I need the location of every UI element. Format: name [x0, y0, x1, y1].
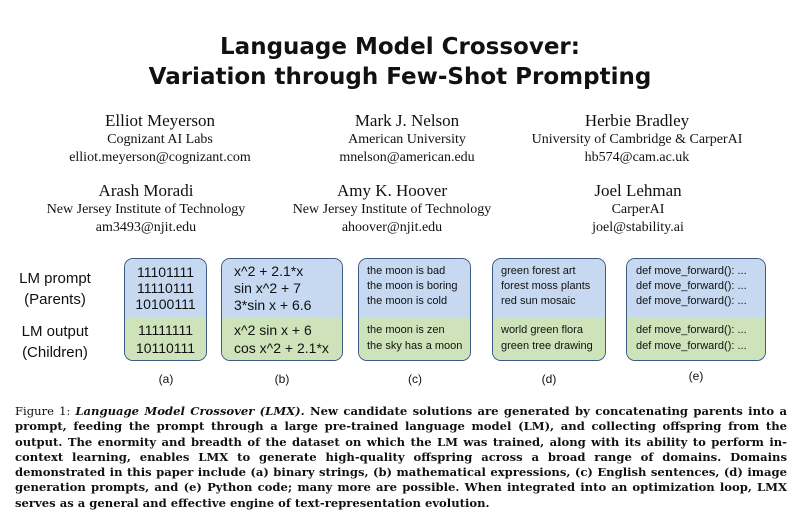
panel-math-expressions	[221, 258, 343, 361]
author-block	[277, 110, 537, 167]
author-affiliation: New Jersey Institute of Technology	[292, 202, 492, 217]
child-line: world green flora	[501, 324, 583, 336]
author-name: Elliot Meyerson	[104, 111, 215, 130]
row-label-output-line2: (Children)	[22, 344, 88, 361]
parent-line: forest moss plants	[501, 280, 591, 292]
author-email: ahoover@njit.edu	[341, 220, 443, 235]
row-label-prompt	[0, 268, 110, 310]
children-box	[627, 317, 765, 360]
author-block	[16, 180, 276, 237]
caption-body: New candidate solutions are generated by concatenating parents into a prompt, feeding the prompt through a large pre-trained language model (LM), and collecting offspring from the output. The enormity and breadth of the dataset on which the LM was trained, along with its ability to perform in-context learning, enables LMX to generate high-quality offspring across a broad range of domains. Domains demonstrated in this paper include (a) binary strings, (b) mathematical expressions, (c) English sentences, (d) image generation prompts, and (e) Python code; many more are possible. When integrated into an optimization loop, LMX serves as a general and effective engine of text-representation evolution.	[15, 404, 787, 510]
author-block	[508, 180, 768, 237]
parents-box	[627, 259, 765, 318]
author-name: Joel Lehman	[594, 181, 682, 200]
children-box	[125, 317, 206, 360]
author-name: Herbie Bradley	[584, 111, 690, 130]
row-label-output-line1: LM output	[21, 323, 89, 340]
parent-line: 3*sin x + 6.6	[234, 297, 312, 313]
children-box	[359, 317, 470, 360]
panel-label-d: (d)	[541, 372, 557, 386]
parents-box	[125, 259, 206, 318]
child-line: x^2 sin x + 6	[234, 322, 312, 338]
parent-line: green forest art	[501, 265, 576, 277]
parents-box	[493, 259, 605, 318]
author-affiliation: American University	[348, 132, 466, 147]
paper-title-line-2: Variation through Few-Shot Prompting	[148, 64, 652, 90]
panel-image-prompts	[492, 258, 606, 361]
parent-line: def move_forward(): ...	[636, 295, 747, 307]
author-affiliation: University of Cambridge & CarperAI	[531, 132, 743, 147]
panel-label-a: (a)	[158, 372, 174, 386]
parents-box	[222, 259, 342, 318]
author-email: elliot.meyerson@cognizant.com	[69, 150, 251, 165]
child-line: def move_forward(): ...	[636, 324, 747, 336]
parents-box	[359, 259, 470, 318]
panel-label-b: (b)	[274, 372, 290, 386]
caption-label: Figure 1:	[15, 404, 76, 418]
author-affiliation: New Jersey Institute of Technology	[46, 202, 246, 217]
panel-english-sentences	[358, 258, 471, 361]
author-block	[507, 110, 767, 167]
parent-line: def move_forward(): ...	[636, 265, 747, 277]
parent-line: red sun mosaic	[501, 295, 576, 307]
row-label-prompt-line1: LM prompt	[19, 270, 91, 287]
author-block	[30, 110, 290, 167]
caption-title: Language Model Crossover (LMX).	[75, 404, 305, 418]
panel-label-c: (c)	[408, 372, 422, 386]
parent-line: x^2 + 2.1*x	[234, 263, 304, 279]
child-line: 10110111	[135, 340, 196, 356]
author-name: Amy K. Hoover	[336, 181, 447, 200]
child-line: the sky has a moon	[367, 340, 463, 352]
child-line: green tree drawing	[501, 340, 593, 352]
child-line: def move_forward(): ...	[636, 340, 747, 352]
row-label-output	[0, 321, 110, 363]
author-name: Mark J. Nelson	[354, 111, 460, 130]
panel-label-e: (e)	[688, 369, 704, 383]
parent-line: sin x^2 + 7	[234, 280, 301, 296]
child-line: 11111111	[137, 322, 193, 338]
figure-caption	[15, 404, 787, 511]
child-line: the moon is zen	[367, 324, 445, 336]
author-block	[262, 180, 522, 237]
row-label-prompt-line2: (Parents)	[24, 291, 86, 308]
panel-python-code	[626, 258, 766, 361]
author-name: Arash Moradi	[98, 181, 194, 200]
child-line: cos x^2 + 2.1*x	[234, 340, 329, 356]
author-email: hb574@cam.ac.uk	[584, 150, 690, 165]
panel-binary-strings	[124, 258, 207, 361]
parent-line: the moon is cold	[367, 295, 448, 307]
author-email: mnelson@american.edu	[339, 150, 475, 165]
author-affiliation: Cognizant AI Labs	[107, 132, 213, 147]
parent-line: 11110111	[136, 280, 195, 296]
children-box	[222, 317, 342, 360]
parent-line: the moon is bad	[367, 265, 446, 277]
author-email: am3493@njit.edu	[95, 220, 197, 235]
author-affiliation: CarperAI	[611, 202, 665, 217]
children-box	[493, 317, 605, 360]
parent-line: def move_forward(): ...	[636, 280, 747, 292]
parent-line: the moon is boring	[367, 280, 458, 292]
author-email: joel@stability.ai	[592, 220, 684, 235]
parent-line: 10100111	[135, 296, 196, 312]
parent-line: 11101111	[136, 264, 195, 280]
paper-title-line-1: Language Model Crossover:	[220, 34, 580, 60]
